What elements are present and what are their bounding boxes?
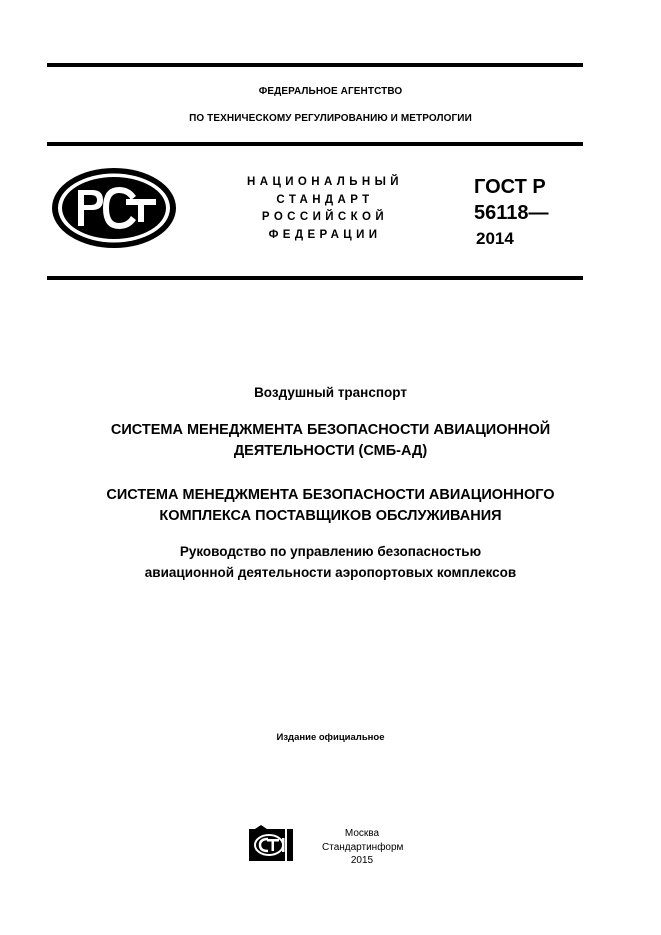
designation-line-1: ГОСТ Р	[474, 176, 546, 198]
standard-type-line-4: ФЕДЕРАЦИИ	[268, 228, 382, 241]
standard-designation	[474, 174, 549, 250]
designation-rule	[47, 276, 583, 280]
pct-certification-mark-icon	[50, 166, 178, 250]
title-smb-ad-line-2: ДЕЯТЕЛЬНОСТИ (СМБ-АД)	[233, 443, 428, 459]
agency-line-2: ПО ТЕХНИЧЕСКОМУ РЕГУЛИРОВАНИЮ И МЕТРОЛОГИИ	[189, 113, 472, 124]
title-service-providers-line-2: КОМПЛЕКСА ПОСТАВЩИКОВ ОБСЛУЖИВАНИЯ	[159, 508, 502, 524]
top-rule	[47, 63, 583, 67]
edition-note: Издание официальное	[276, 732, 385, 743]
document-subject: Воздушный транспорт	[254, 385, 407, 400]
publisher-name: Стандартинформ	[322, 841, 404, 853]
publisher-year: 2015	[350, 855, 374, 866]
title-smb-ad-line-1: СИСТЕМА МЕНЕДЖМЕНТА БЕЗОПАСНОСТИ АВИАЦИОННОЙ	[110, 422, 551, 438]
designation-line-2: 56118—	[474, 202, 549, 224]
guide-subtitle-line-2: авиационной деятельности аэропортовых комплексов	[144, 565, 517, 580]
title-service-providers	[0, 485, 661, 527]
standard-type	[225, 174, 425, 244]
standard-type-line-1: НАЦИОНАЛЬНЫЙ	[247, 176, 403, 188]
publisher-city: Москва	[344, 828, 380, 839]
guide-subtitle	[0, 541, 661, 583]
agency-line-1: ФЕДЕРАЛЬНОЕ АГЕНТСТВО	[258, 86, 403, 97]
standard-type-line-3: РОССИЙСКОЙ	[261, 211, 389, 223]
header-rule	[47, 142, 583, 146]
standartinform-logo-icon	[249, 825, 293, 861]
guide-subtitle-line-1: Руководство по управлению безопасностью	[179, 544, 482, 559]
title-smb-ad	[0, 420, 661, 462]
standard-type-line-2: СТАНДАРТ	[276, 193, 374, 206]
designation-line-3: 2014	[476, 229, 514, 248]
title-service-providers-line-1: СИСТЕМА МЕНЕДЖМЕНТА БЕЗОПАСНОСТИ АВИАЦИОННОГО	[106, 487, 555, 503]
publisher-block	[322, 827, 402, 868]
